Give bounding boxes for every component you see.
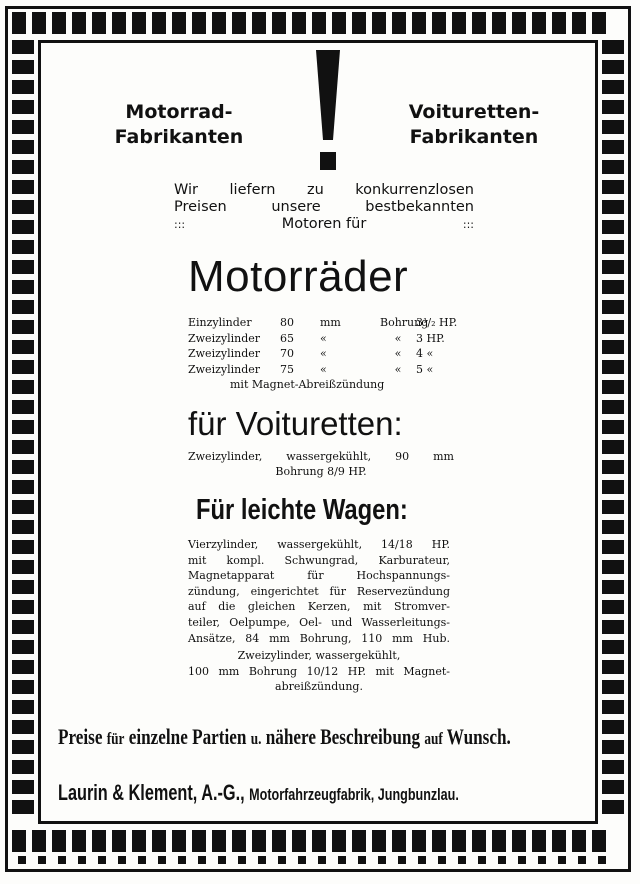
section-title-motorraeder: Motorräder [188, 252, 409, 301]
spec-type: Zweizylinder [188, 362, 261, 376]
wagen-line: auf die gleichen Kerzen, mit Stromver- [188, 600, 450, 614]
spec-hp: 3 HP. [416, 331, 445, 345]
heading-right [389, 100, 559, 150]
voituretten-text [188, 449, 454, 480]
price-note-part: nähere Beschreibung [265, 724, 421, 749]
company-line [58, 778, 458, 810]
intro-text [174, 182, 474, 233]
spec-type: Einzylinder [188, 316, 252, 329]
intro-word: Wir [174, 182, 199, 198]
intro-word: liefern [229, 182, 276, 198]
spec-row [188, 315, 468, 331]
intro-line-2 [174, 199, 474, 216]
wagen-line: 100 mm Bohrung 10/12 HP. mit Magnet- [188, 664, 450, 678]
ad-content [44, 46, 592, 818]
heading-right-line1: Voituretten- [408, 101, 540, 123]
price-note [58, 722, 511, 754]
wagen-line: mit kompl. Schwungrad, Karburateur, [188, 553, 450, 567]
spec-bore: 65 [280, 331, 294, 345]
spec-unit: « [320, 362, 327, 376]
intro-word: unsere [271, 199, 321, 215]
wagen-line: abreißzündung. [275, 680, 363, 694]
intro-line-1 [174, 182, 474, 199]
heading-right-line2: Fabrikanten [409, 126, 539, 148]
price-note-part: auf [424, 729, 443, 748]
section-title-voituretten: für Voituretten: [188, 405, 403, 442]
spec-label: « [394, 347, 402, 361]
company-name: Laurin & Klement, A.-G., [58, 780, 245, 805]
spec-label: « [394, 362, 402, 376]
spec-hp: 3¹/₂ HP. [416, 316, 458, 329]
price-note-part: u. [250, 729, 262, 748]
wagen-line: teiler, Oelpumpe, Oel- und Wasserleitungs- [188, 615, 450, 629]
voituretten-word: Zweizylinder, [188, 450, 263, 463]
spec-type: Zweizylinder [188, 331, 261, 345]
spec-bore: 80 [280, 316, 294, 329]
intro-word: bestbekannten [365, 199, 474, 215]
intro-word: konkurrenzlosen [355, 182, 474, 198]
wagen-line: Vierzylinder, wassergekühlt, 14/18 HP. [188, 538, 450, 551]
spec-label: Bohrung [380, 316, 429, 329]
intro-line-3-text: Motoren für [281, 216, 367, 232]
price-note-part: einzelne Partien [128, 724, 247, 749]
voituretten-word: mm [433, 450, 454, 463]
intro-word: Preisen [174, 199, 227, 215]
wagen-line: Magnetapparat für Hochspannungs- [188, 569, 450, 583]
voituretten-word: 90 [395, 450, 410, 463]
company-location: Motorfahrzeugfabrik, Jungbunzlau. [249, 785, 459, 804]
spec-hp: 4 « [416, 347, 434, 361]
spec-hp: 5 « [416, 362, 434, 376]
heading-left-line2: Fabrikanten [114, 126, 244, 148]
magnet-note: mit Magnet-Abreißzündung [230, 378, 385, 392]
spec-row [188, 362, 468, 378]
spec-label: « [394, 331, 402, 345]
spec-bore: 75 [280, 362, 294, 376]
intro-word: zu [306, 182, 324, 198]
section-title-leichte-wagen: Für leichte Wagen: [196, 494, 408, 526]
leichte-wagen-text [188, 537, 450, 695]
spec-type: Zweizylinder [188, 347, 261, 361]
heading-left-line1: Motorrad- [125, 101, 233, 123]
intro-line-3 [174, 216, 474, 233]
price-note-part: Preise [58, 724, 103, 749]
dots-right: ::: [462, 218, 474, 231]
spec-row [188, 331, 468, 347]
motorrad-spec-table [188, 315, 468, 393]
voituretten-line-2: Bohrung 8/9 HP. [275, 465, 367, 479]
spec-unit: mm [320, 316, 341, 329]
spec-unit: « [320, 331, 327, 345]
heading-left [99, 100, 259, 150]
voituretten-line-1 [188, 449, 454, 464]
wagen-line: Ansätze, 84 mm Bohrung, 110 mm Hub. [188, 631, 450, 645]
dots-left: ::: [174, 218, 186, 231]
spec-row [188, 346, 468, 362]
price-note-part: Wunsch. [446, 724, 511, 749]
spec-unit: « [320, 347, 327, 361]
wagen-line: zündung, eingerichtet für Reservezündung [188, 584, 450, 598]
voituretten-word: wassergekühlt, [286, 450, 372, 463]
exclamation-mark-icon [308, 48, 348, 178]
spec-bore: 70 [280, 347, 294, 361]
wagen-line: Zweizylinder, wassergekühlt, [237, 649, 401, 663]
price-note-part: für [106, 729, 125, 748]
